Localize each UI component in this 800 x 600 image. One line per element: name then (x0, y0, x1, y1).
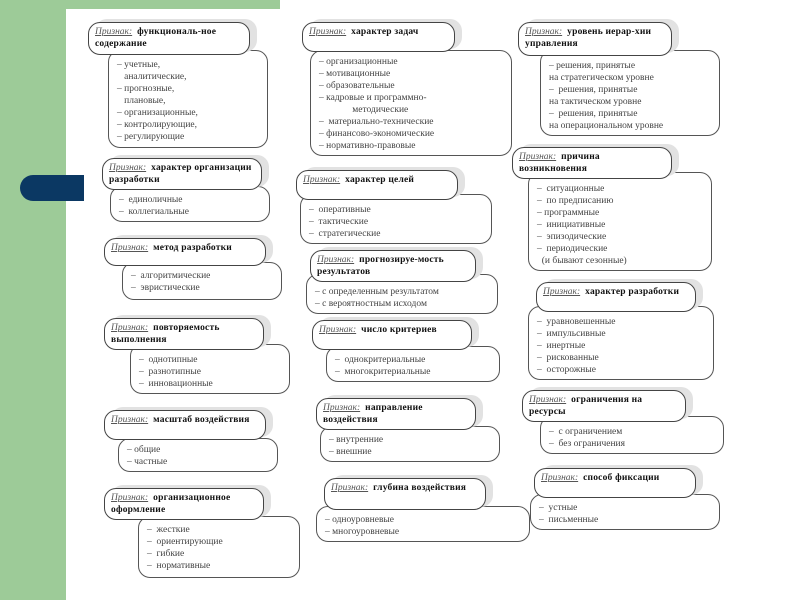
criterion-title: число критериев (361, 325, 437, 335)
criterion-values-box (138, 516, 300, 578)
criterion-value: – жесткие (147, 525, 190, 535)
criterion-label: Признак: (529, 395, 567, 405)
criterion-value: – импульсивные (537, 329, 606, 339)
criterion-title: прогнозируе-мость результатов (317, 255, 444, 277)
criterion-value: – с вероятностным исходом (315, 299, 427, 309)
criterion-header (324, 478, 486, 510)
slide-top-band (0, 0, 280, 9)
criterion-value: – коллегиальные (119, 207, 189, 217)
criterion-label: Признак: (543, 287, 581, 297)
criterion-value: – разнотипные (139, 367, 201, 377)
criterion-title: глубина воздействия (373, 483, 467, 493)
criterion-value: – частные (127, 457, 168, 467)
criterion-title: масштаб воздействия (153, 415, 250, 425)
criterion-label: Признак: (109, 163, 147, 173)
criterion-header (296, 170, 458, 200)
criterion-value: – организационные, (117, 108, 198, 118)
criterion-value: на стратегическом уровне (549, 73, 654, 83)
criterion-header (518, 22, 672, 56)
criterion-label: Признак: (111, 415, 149, 425)
criterion-value: – единоличные (119, 195, 183, 205)
criterion-title: способ фиксации (583, 473, 660, 483)
criterion-header (310, 250, 476, 282)
criterion-header (534, 468, 696, 498)
criterion-values-box (300, 194, 492, 244)
criterion-label: Признак: (317, 255, 355, 265)
criterion-value: – многоуровневые (325, 527, 400, 537)
criterion-title: метод разработки (153, 243, 232, 253)
criterion-label: Признак: (525, 27, 563, 37)
criterion-value: – материально-технические (319, 117, 434, 127)
criterion-value: – ориентирующие (147, 537, 223, 547)
criterion-value: – прогнозные, (117, 84, 175, 94)
criterion-value: – решения, принятые (549, 61, 636, 71)
criterion-label: Признак: (303, 175, 341, 185)
criterion-value: (и бывают сезонные) (537, 256, 627, 266)
criterion-values-box (326, 346, 500, 382)
criterion-title: причина возникновения (519, 152, 600, 174)
criterion-value: – периодические (537, 244, 608, 254)
criterion-value: – устные (539, 503, 578, 513)
criterion-values-box (118, 438, 278, 472)
criterion-value: – нормативные (147, 561, 211, 571)
criterion-value: – кадровые и программно- (319, 93, 427, 103)
criterion-values-box (108, 50, 268, 148)
criterion-values-box (122, 262, 282, 300)
criterion-values-box (310, 50, 512, 156)
criterion-value: – образовательные (319, 81, 395, 91)
criterion-label: Признак: (309, 27, 347, 37)
criterion-values-box (110, 186, 270, 222)
criterion-value: – учетные, (117, 60, 161, 70)
criterion-value: – с ограничением (549, 427, 623, 437)
criterion-values-box (130, 344, 290, 394)
criterion-value: – одноуровневые (325, 515, 395, 525)
criterion-value: – общие (127, 445, 161, 455)
criterion-header (104, 488, 264, 520)
criterion-title: организационное оформление (111, 493, 231, 515)
criterion-header (522, 390, 686, 422)
criterion-header (102, 158, 262, 190)
criterion-value: – регулирующие (117, 132, 185, 142)
criterion-header (88, 22, 250, 55)
criterion-header (316, 398, 476, 430)
criterion-value: – письменные (539, 515, 599, 525)
criterion-values-box (540, 50, 720, 136)
criterion-title: характер разработки (585, 287, 680, 297)
criterion-value: – уравновешенные (537, 317, 616, 327)
criterion-header (104, 410, 266, 440)
criterion-values-box (530, 494, 720, 530)
criterion-value: – оперативные (309, 205, 371, 215)
criterion-value: – по предписанию (537, 196, 614, 206)
criterion-values-box (316, 506, 530, 542)
criterion-header (512, 147, 672, 179)
criterion-value: методические (319, 105, 409, 115)
criterion-value: – мотивационные (319, 69, 391, 79)
criterion-title: функциональ-ное содержание (95, 27, 217, 49)
criterion-label: Признак: (323, 403, 361, 413)
criterion-value: – алгоритмические (131, 271, 211, 281)
criterion-value: – гибкие (147, 549, 185, 559)
criterion-values-box (528, 306, 714, 380)
criterion-value: – ситуационные (537, 184, 605, 194)
criterion-label: Признак: (331, 483, 369, 493)
criterion-value: – осторожные (537, 365, 596, 375)
criterion-value: – эпизодические (537, 232, 607, 242)
criterion-label: Признак: (519, 152, 557, 162)
criterion-value: – финансово-экономические (319, 129, 435, 139)
slide-side-band (0, 0, 66, 600)
slide-accent-tab (20, 175, 84, 201)
criterion-value: плановые, (117, 96, 166, 106)
criterion-value: – инициативные (537, 220, 606, 230)
criterion-header (104, 318, 264, 350)
criterion-value: на тактическом уровне (549, 97, 642, 107)
criterion-value: – рискованные (537, 353, 599, 363)
criterion-title: характер целей (345, 175, 415, 185)
criterion-values-box (528, 172, 712, 271)
criterion-value: – тактические (309, 217, 369, 227)
criterion-label: Признак: (111, 493, 149, 503)
criterion-value: – с определенным результатом (315, 287, 439, 297)
criterion-title: направление воздействия (323, 403, 423, 425)
criterion-value: – решения, принятые (549, 85, 638, 95)
criterion-value: – решения, принятые (549, 109, 638, 119)
criterion-header (302, 22, 455, 52)
criterion-value: – внутренние (329, 435, 384, 445)
criterion-label: Признак: (111, 243, 149, 253)
criterion-value: – инновационные (139, 379, 213, 389)
criterion-value: – однокритериальные (335, 355, 426, 365)
criterion-title: характер задач (351, 27, 419, 37)
criterion-title: ограничения на ресурсы (529, 395, 643, 417)
criterion-value: – эвристические (131, 283, 200, 293)
criterion-label: Признак: (111, 323, 149, 333)
criterion-value: – однотипные (139, 355, 198, 365)
criterion-title: характер организации разработки (109, 163, 252, 185)
criterion-value: на операциональном уровне (549, 121, 664, 131)
criterion-value: – нормативно-правовые (319, 141, 416, 151)
criterion-value: аналитические, (117, 72, 187, 82)
criterion-label: Признак: (541, 473, 579, 483)
criterion-value: – программные (537, 208, 600, 218)
criterion-value: – внешние (329, 447, 372, 457)
criterion-title: уровень иерар-хии управления (525, 27, 652, 49)
criterion-title: повторяемость выполнения (111, 323, 220, 345)
criterion-label: Признак: (319, 325, 357, 335)
criterion-value: – без ограничения (549, 439, 625, 449)
criterion-header (312, 320, 472, 350)
criterion-value: – стратегические (309, 229, 381, 239)
criterion-label: Признак: (95, 27, 133, 37)
criterion-value: – контролирующие, (117, 120, 198, 130)
criterion-value: – многокритериальные (335, 367, 431, 377)
criterion-values-box (320, 426, 500, 462)
criterion-header (104, 238, 266, 266)
criterion-value: – организационные (319, 57, 398, 67)
criterion-header (536, 282, 696, 312)
criterion-value: – инертные (537, 341, 586, 351)
